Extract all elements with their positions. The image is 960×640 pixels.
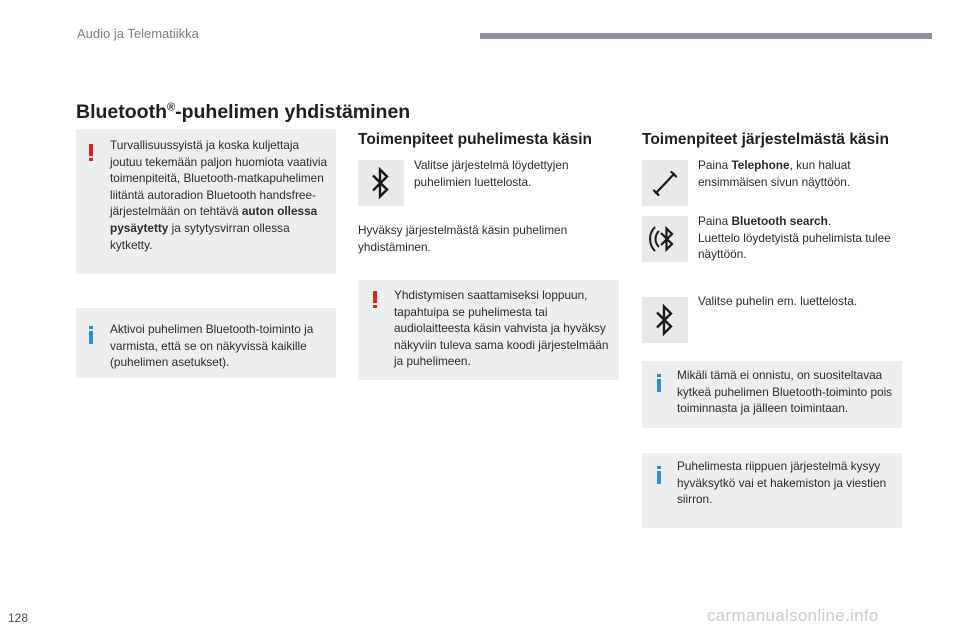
system-step2-suffix: . (827, 214, 832, 228)
bluetooth-info-box (76, 308, 336, 378)
registered-mark: ® (166, 101, 176, 114)
warning-icon (89, 144, 93, 161)
safety-warning-box (76, 129, 336, 274)
bluetooth-icon (654, 303, 676, 337)
page-title (76, 101, 410, 124)
phone-icon (650, 168, 680, 198)
safety-warning-part1: Turvallisuussyistä ja koska kuljettaja joutuu tekemään paljon huomiota vaativia toimenpiteitä, Bluetooth-matkapuhelimen liitäntä autoradion Bluetooth handsfree-järjestelmään on tehtävä (110, 138, 328, 219)
info-icon (657, 374, 661, 392)
info-icon (657, 466, 661, 484)
system-step1-prefix: Paina (698, 158, 732, 172)
safety-warning-text (110, 137, 330, 253)
retry-info-box (642, 361, 902, 428)
bluetooth-search-label: Bluetooth search (731, 214, 828, 228)
safety-warning-part2: ja sytytysvirran ollessa kytketty. (110, 220, 290, 252)
header-title: Audio ja Telematiikka (77, 26, 199, 41)
safety-warning-bold: auton ollessa pysäytetty (110, 204, 318, 235)
telephone-label: Telephone (731, 158, 790, 172)
page-title-prefix: Bluetooth (76, 101, 167, 123)
bluetooth-search-icon (645, 219, 685, 259)
retry-info-text: Mikäli tämä ei onnistu, on suositeltavaa kytkeä puhelimen Bluetooth-toiminto pois toiminnasta ja jälleen toimintaan. (677, 368, 893, 416)
system-step1-text (698, 157, 903, 190)
watermark: carmanualsonline.info (707, 606, 879, 625)
header-bar (480, 33, 932, 39)
phone-side-heading: Toimenpiteet puhelimesta käsin (358, 131, 592, 148)
system-step2-text (698, 213, 908, 263)
system-step2-line2: Luettelo löydetyistä puhelimista tulee näyttöön. (698, 230, 891, 262)
transfer-info-box (642, 453, 902, 528)
system-step1-suffix: , kun haluat ensimmäisen sivun näyttöön. (698, 158, 851, 189)
page-title-suffix: -puhelimen yhdistäminen (175, 101, 411, 123)
page-number: 128 (8, 611, 29, 625)
phone-icon-box (642, 160, 688, 206)
bluetooth-info-text: Aktivoi puhelimen Bluetooth-toiminto ja varmista, että se on näkyvissä kaikille (puhelimen asetukset). (110, 322, 314, 370)
bluetooth-icon-box-2 (642, 297, 688, 343)
warning-icon (373, 291, 377, 308)
info-icon (89, 326, 93, 344)
phone-side-step1-text: Valitse järjestelmä löydettyjen puhelimien luettelosta. (414, 158, 569, 189)
bluetooth-search-icon-box (642, 216, 688, 262)
transfer-info-text: Puhelimesta riippuen järjestelmä kysyy hyväksytkö vai et hakemiston ja viestien siirron. (677, 459, 887, 507)
bluetooth-icon (370, 166, 392, 200)
pairing-warning-text: Yhdistymisen saattamiseksi loppuun, tapahtuipa se puhelimesta tai audiolaitteesta käsin vahvista ja hyväksy näkyviin tuleva sama koodi järjestelmään ja puhelimeen. (394, 288, 609, 369)
system-step3-text: Valitse puhelin em. luettelosta. (698, 294, 858, 308)
phone-side-paragraph: Hyväksy järjestelmästä käsin puhelimen yhdistäminen. (358, 223, 568, 254)
bluetooth-icon-box (358, 160, 404, 206)
system-side-heading: Toimenpiteet järjestelmästä käsin (642, 131, 889, 148)
pairing-warning-box (358, 280, 619, 380)
system-step2-prefix: Paina (698, 214, 732, 228)
